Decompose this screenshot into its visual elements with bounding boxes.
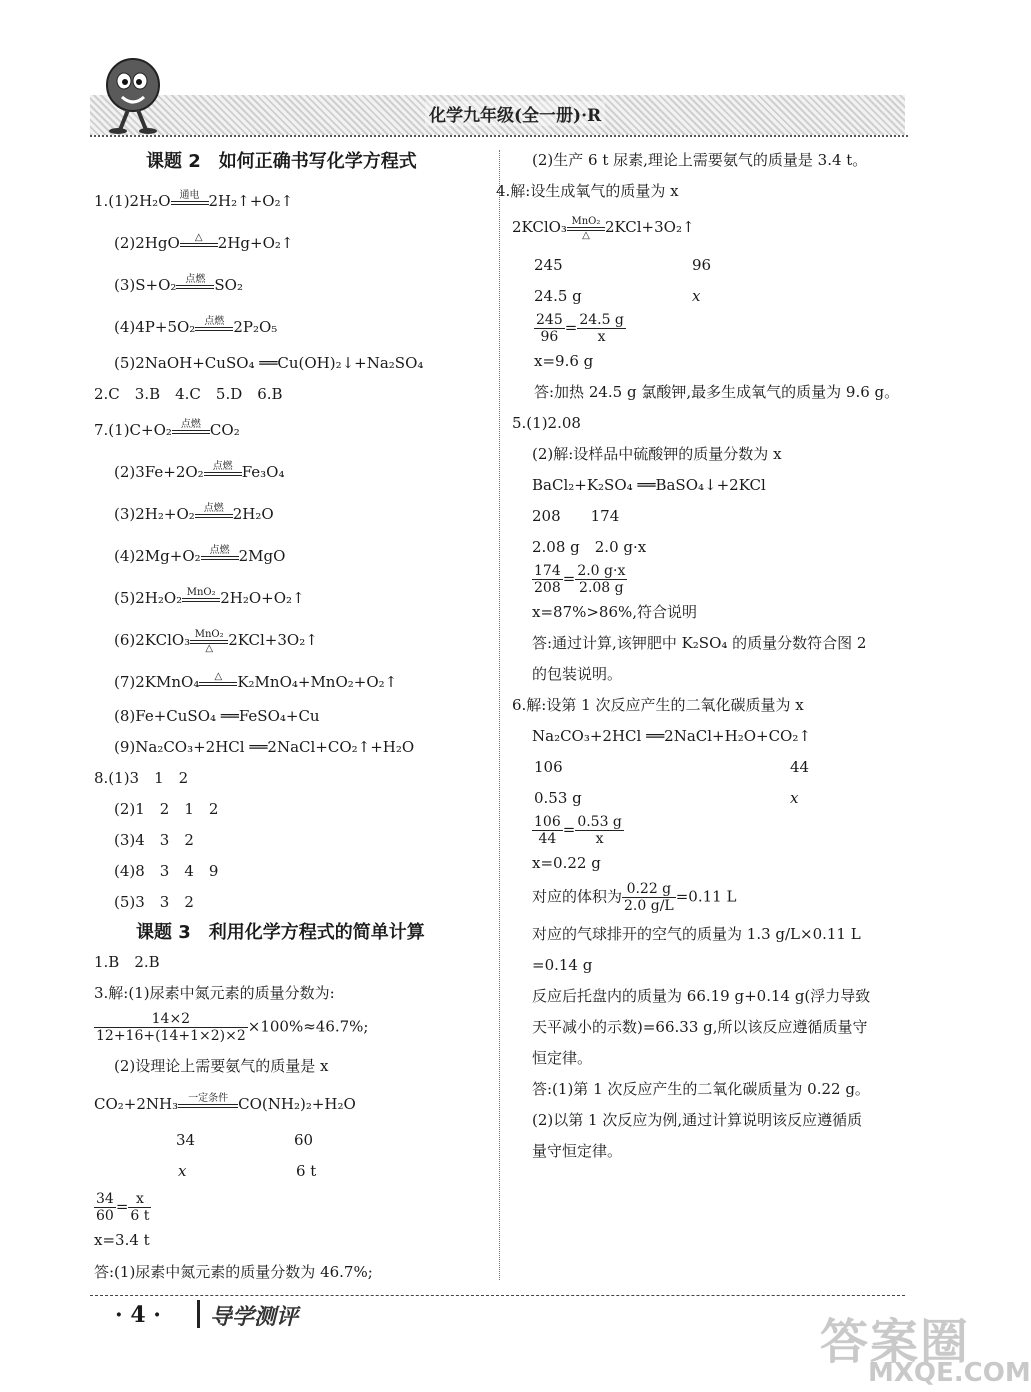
q3-answer2: (2)生产 6 t 尿素,理论上需要氨气的质量是 3.4 t。 <box>532 151 868 169</box>
q8-line2: (2)1 2 1 2 <box>114 800 219 818</box>
watermark-url: MXQE.COM <box>868 1358 1031 1388</box>
q6-proportion: $\frac{106}{44}$ = $\frac{0.53 g}{x}$ <box>534 814 622 847</box>
q4-row2: 24.5 g x <box>534 287 701 305</box>
q3-equation: CO₂+2NH₃ 一定条件 CO(NH₂)₂+H₂O <box>94 1093 356 1113</box>
page-number: · 4 · <box>115 1302 161 1328</box>
section-title-2: 课题 2 如何正确书写化学方程式 <box>146 151 417 172</box>
q6-air2: =0.14 g <box>532 956 593 974</box>
q6-row2: 0.53 g x <box>534 789 799 807</box>
q4-proportion: $\frac{245}{96}$ = $\frac{24.5 g}{x}$ <box>536 312 624 345</box>
q7-line3: (3)2H₂+O₂ 点燃 2H₂O <box>114 503 274 523</box>
q6-text3: 恒定律。 <box>532 1049 593 1067</box>
q1-2-answers: 1.B 2.B <box>94 953 160 971</box>
footer-separator <box>197 1300 200 1328</box>
watermark-logo: 答案圈 <box>820 1314 971 1370</box>
q7-line9: (9)Na₂CO₃+2HCl ══2NaCl+CO₂↑+H₂O <box>114 738 415 756</box>
left-column <box>94 145 489 1282</box>
footer-brand: 导学测评 <box>210 1305 299 1330</box>
q5-row1: 208 174 <box>532 507 620 525</box>
q3-answer1: 答:(1)尿素中氮元素的质量分数为 46.7%; <box>94 1263 373 1281</box>
q4-line1: 4.解:设生成氧气的质量为 x <box>496 182 679 200</box>
mascot-icon <box>98 55 168 135</box>
q6-answer3: 量守恒定律。 <box>532 1142 623 1160</box>
q6-line1: 6.解:设第 1 次反应产生的二氧化碳质量为 x <box>512 696 804 714</box>
q1-line3: (3)S+O₂ 点燃 SO₂ <box>114 274 243 294</box>
q7-line7: (7)2KMnO₄ △ K₂MnO₄+MnO₂+O₂↑ <box>114 671 398 691</box>
q3-row2: x 6 t <box>178 1162 317 1180</box>
footer-divider <box>90 1295 905 1296</box>
q7-line4: (4)2Mg+O₂ 点燃 2MgO <box>114 545 286 565</box>
q4-result: x=9.6 g <box>534 352 594 370</box>
q5-line2: (2)解:设样品中硫酸钾的质量分数为 x <box>532 445 782 463</box>
q2-6-answers: 2.C 3.B 4.C 5.D 6.B <box>94 385 283 403</box>
q5-answer2: 的包装说明。 <box>532 665 623 683</box>
q3-proportion: $\frac{34}{60}$ = $\frac{x}{6 t}$ <box>96 1191 150 1224</box>
q1-line1: 1.(1)2H₂O 通电 2H₂↑+O₂↑ <box>94 190 294 210</box>
q6-answer2: (2)以第 1 次反应为例,通过计算说明该反应遵循质 <box>532 1111 863 1129</box>
q5-result: x=87%>86%,符合说明 <box>532 603 698 621</box>
q6-air1: 对应的气球排开的空气的质量为 1.3 g/L×0.11 L <box>532 925 861 943</box>
column-divider <box>499 150 500 1280</box>
page-title: 化学九年级(全一册)·R <box>425 101 605 126</box>
q7-line6: (6)2KClO₃ MnO₂ △ 2KCl+3O₂↑ <box>114 629 318 654</box>
q8-line4: (4)8 3 4 9 <box>114 862 219 880</box>
q5-answer1: 答:通过计算,该钾肥中 K₂SO₄ 的质量分数符合图 2 <box>532 634 867 652</box>
q7-line5: (5)2H₂O₂ MnO₂ 2H₂O+O₂↑ <box>114 587 305 607</box>
q5-row2: 2.08 g 2.0 g·x <box>532 538 647 556</box>
q6-result: x=0.22 g <box>532 854 601 872</box>
q3-line1: 3.解:(1)尿素中氮元素的质量分数为: <box>94 984 335 1002</box>
q3-line2: (2)设理论上需要氨气的质量是 x <box>114 1057 329 1075</box>
q8-line1: 8.(1)3 1 2 <box>94 769 189 787</box>
q5-proportion: $\frac{174}{208}$ = $\frac{2.0 g\cdot x}{2.08 g}$ <box>534 563 626 596</box>
q6-text2: 天平减小的示数)=66.33 g,所以该反应遵循质量守 <box>532 1018 868 1036</box>
q1-line4: (4)4P+5O₂ 点燃 2P₂O₅ <box>114 316 278 336</box>
q6-answer1: 答:(1)第 1 次反应产生的二氧化碳质量为 0.22 g。 <box>532 1080 870 1098</box>
q7-line2: (2)3Fe+2O₂ 点燃 Fe₃O₄ <box>114 461 285 481</box>
q4-equation: 2KClO₃ MnO₂ △ 2KCl+3O₂↑ <box>512 216 695 241</box>
q1-line2: (2)2HgO △ 2Hg+O₂↑ <box>114 232 294 252</box>
q5-line1: 5.(1)2.08 <box>512 414 581 432</box>
q7-line8: (8)Fe+CuSO₄ ══FeSO₄+Cu <box>114 707 320 725</box>
q5-equation: BaCl₂+K₂SO₄ ══BaSO₄↓+2KCl <box>532 476 766 494</box>
q7-line1: 7.(1)C+O₂ 点燃 CO₂ <box>94 419 240 439</box>
q3-result: x=3.4 t <box>94 1231 150 1249</box>
q4-answer: 答:加热 24.5 g 氯酸钾,最多生成氧气的质量为 9.6 g。 <box>534 383 900 401</box>
q6-text1: 反应后托盘内的质量为 66.19 g+0.14 g(浮力导致 <box>532 987 871 1005</box>
q1-line5: (5)2NaOH+CuSO₄ ══Cu(OH)₂↓+Na₂SO₄ <box>114 354 424 372</box>
q8-line5: (5)3 3 2 <box>114 893 194 911</box>
q6-volume: 对应的体积为 $\frac{0.22 g}{2.0 g/L}$ =0.11 L <box>532 881 737 914</box>
q4-row1: 245 96 <box>534 256 712 274</box>
q8-line3: (3)4 3 2 <box>114 831 194 849</box>
section-title-3: 课题 3 利用化学方程式的简单计算 <box>136 922 425 943</box>
q3-fraction: $\frac{14\times 2}{12+16+(14+1\times 2)\times 2}$ ×100%≈46.7%; <box>96 1011 369 1044</box>
right-column <box>496 145 912 1161</box>
q6-row1: 106 44 <box>534 758 810 776</box>
q3-row1: 34 60 <box>176 1131 314 1149</box>
header-divider <box>90 135 908 137</box>
q6-equation: Na₂CO₃+2HCl ══2NaCl+H₂O+CO₂↑ <box>532 727 811 745</box>
